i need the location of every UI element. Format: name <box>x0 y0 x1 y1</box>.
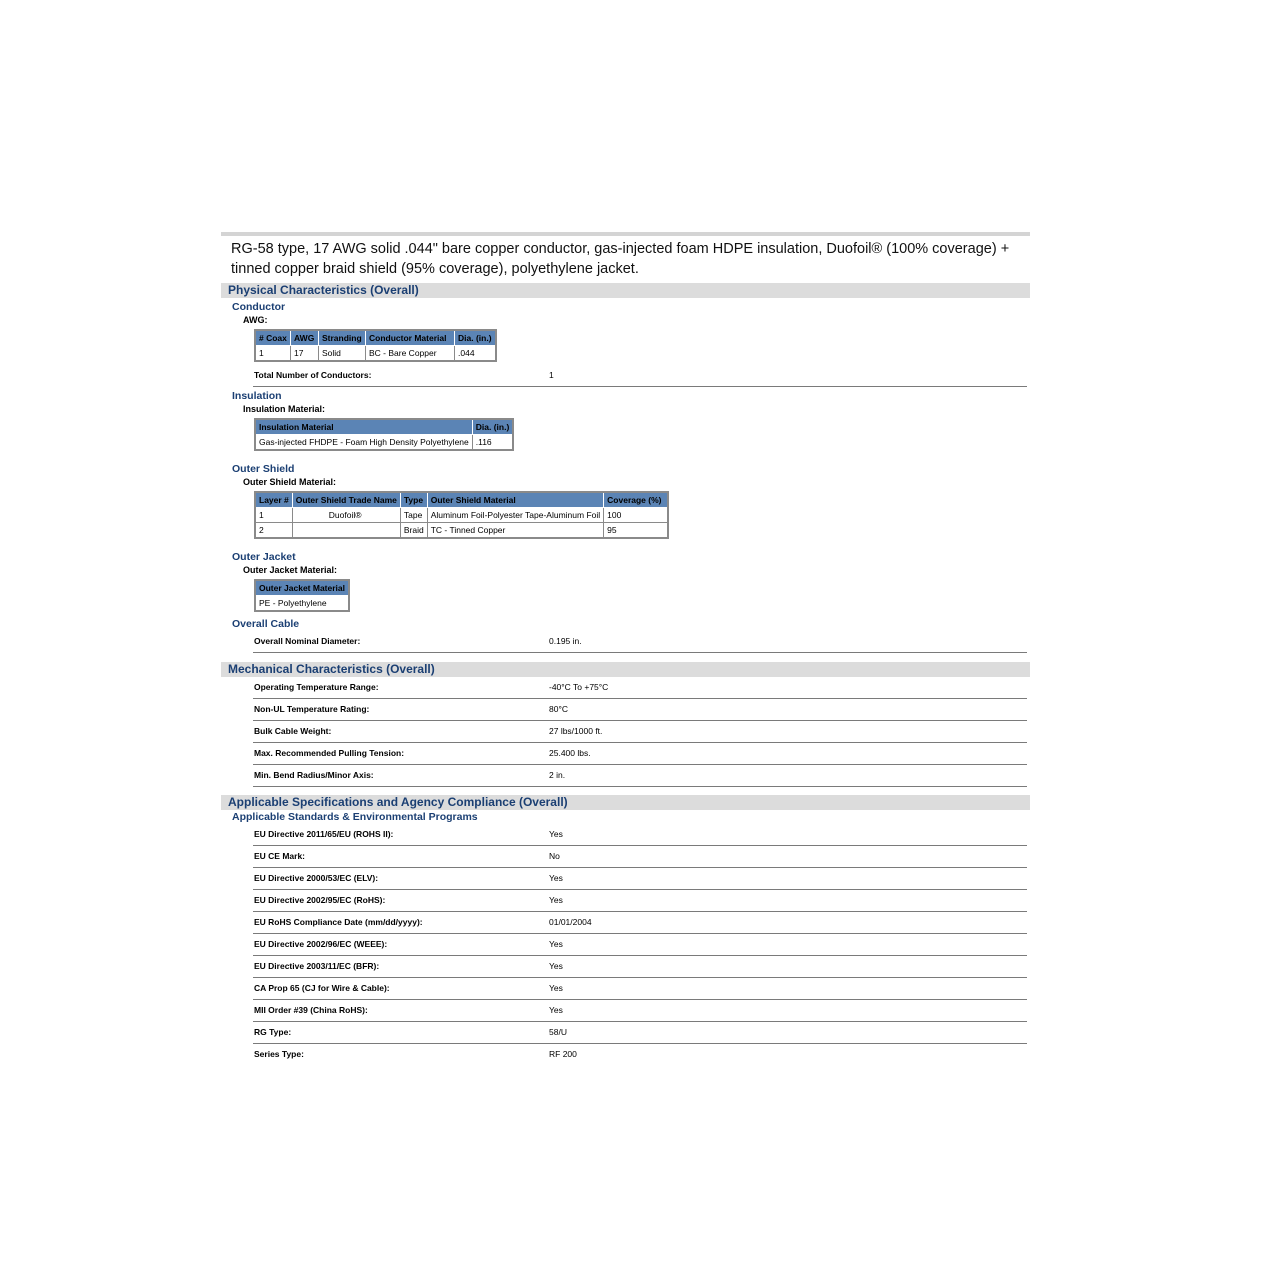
table-cell: 17 <box>291 346 319 362</box>
insulation-heading: Insulation <box>232 390 282 402</box>
spec-row <box>253 1000 1027 1022</box>
row-key: Bulk Cable Weight: <box>254 726 332 736</box>
table-cell: Duofoil® <box>292 508 400 523</box>
table-cell: 95 <box>604 523 669 539</box>
overall-cable-heading: Overall Cable <box>232 618 300 630</box>
row-key: Operating Temperature Range: <box>254 682 379 692</box>
row-key: CA Prop 65 (CJ for Wire & Cable): <box>254 983 390 993</box>
table-cell: Gas-injected FHDPE - Foam High Density Polyethylene <box>255 435 472 451</box>
row-key: EU RoHS Compliance Date (mm/dd/yyyy): <box>254 917 423 927</box>
spec-row <box>253 765 1027 787</box>
table-header: Outer Shield Material <box>427 492 603 508</box>
row-value: 0.195 in. <box>549 636 582 646</box>
row-key: EU Directive 2003/11/EC (BFR): <box>254 961 380 971</box>
outer-jacket-table <box>254 579 350 612</box>
row-key: Non-UL Temperature Rating: <box>254 704 370 714</box>
compliance-rows <box>221 824 1030 1065</box>
outer-shield-label: Outer Shield Material: <box>243 477 337 487</box>
table-cell: 1 <box>255 508 292 523</box>
row-value: RF 200 <box>549 1049 577 1059</box>
row-key: Max. Recommended Pulling Tension: <box>254 748 405 758</box>
spec-row <box>253 699 1027 721</box>
row-key: EU CE Mark: <box>254 851 306 861</box>
table-cell: .116 <box>472 435 513 451</box>
row-key: EU Directive 2002/96/EC (WEEE): <box>254 939 388 949</box>
row-key: Overall Nominal Diameter: <box>254 636 361 646</box>
row-key: Series Type: <box>254 1049 304 1059</box>
table-header: # Coax <box>255 330 291 346</box>
spec-row <box>253 934 1027 956</box>
conductor-heading: Conductor <box>232 301 286 313</box>
table-row <box>255 508 668 523</box>
spec-row <box>253 677 1027 699</box>
mechanical-section-header: Mechanical Characteristics (Overall) <box>221 662 1030 677</box>
spec-row <box>253 721 1027 743</box>
row-value: Yes <box>549 873 563 883</box>
spec-row <box>253 824 1027 846</box>
row-key: Total Number of Conductors: <box>254 370 372 380</box>
table-cell: 2 <box>255 523 292 539</box>
row-value: 25.400 lbs. <box>549 748 591 758</box>
table-cell: TC - Tinned Copper <box>427 523 603 539</box>
spec-row <box>253 956 1027 978</box>
product-description: RG-58 type, 17 AWG solid .044" bare copper conductor, gas-injected foam HDPE insulation, Duofoil® (100% coverage) + tinned copper braid shield (95% coverage), polyethylene jacket. <box>231 241 1010 277</box>
row-value: No <box>549 851 560 861</box>
table-cell: BC - Bare Copper <box>366 346 455 362</box>
row-value: 27 lbs/1000 ft. <box>549 726 603 736</box>
spec-row <box>253 1044 1027 1065</box>
row-value: 1 <box>549 370 554 380</box>
row-value: 80°C <box>549 704 568 714</box>
outer-jacket-heading: Outer Jacket <box>232 551 296 563</box>
spec-row <box>253 978 1027 1000</box>
outer-shield-table <box>254 491 669 539</box>
table-header-row <box>255 492 668 508</box>
spec-row <box>253 743 1027 765</box>
table-header: Outer Jacket Material <box>255 580 349 596</box>
insulation-label: Insulation Material: <box>243 404 326 414</box>
table-header: Type <box>400 492 427 508</box>
row-key: EU Directive 2000/53/EC (ELV): <box>254 873 379 883</box>
table-header: Outer Shield Trade Name <box>292 492 400 508</box>
row-value: Yes <box>549 961 563 971</box>
table-row <box>255 523 668 539</box>
spec-row <box>253 846 1027 868</box>
spec-row <box>253 1022 1027 1044</box>
table-header-row <box>255 330 496 346</box>
conductor-label: AWG: <box>243 315 268 325</box>
standards-heading: Applicable Standards & Environmental Programs <box>232 811 478 823</box>
row-key: EU Directive 2002/95/EC (RoHS): <box>254 895 386 905</box>
spec-row <box>253 890 1027 912</box>
row-value: 01/01/2004 <box>549 917 592 927</box>
row-value: Yes <box>549 983 563 993</box>
table-cell: 100 <box>604 508 669 523</box>
row-value: -40°C To +75°C <box>549 682 609 692</box>
row-value: Yes <box>549 1005 563 1015</box>
row-value: 58/U <box>549 1027 567 1037</box>
table-cell: Tape <box>400 508 427 523</box>
row-key: EU Directive 2011/65/EU (ROHS II): <box>254 829 394 839</box>
row-value: Yes <box>549 829 563 839</box>
table-row <box>255 435 513 451</box>
table-header: Coverage (%) <box>604 492 669 508</box>
table-cell <box>292 523 400 539</box>
spec-sheet <box>221 232 1030 1065</box>
table-header: Layer # <box>255 492 292 508</box>
table-row <box>255 596 349 612</box>
table-cell: 1 <box>255 346 291 362</box>
table-cell: PE - Polyethylene <box>255 596 349 612</box>
outer-jacket-label: Outer Jacket Material: <box>243 565 338 575</box>
insulation-table <box>254 418 514 451</box>
table-header: Dia. (in.) <box>455 330 496 346</box>
table-cell: .044 <box>455 346 496 362</box>
table-header: AWG <box>291 330 319 346</box>
physical-section-header: Physical Characteristics (Overall) <box>221 283 1030 298</box>
conductor-table <box>254 329 497 362</box>
row-key: RG Type: <box>254 1027 292 1037</box>
table-row <box>255 346 496 362</box>
mechanical-rows <box>221 677 1030 787</box>
total-conductors-row <box>253 365 1027 387</box>
spec-row <box>253 912 1027 934</box>
table-cell: Aluminum Foil-Polyester Tape-Aluminum Foil <box>427 508 603 523</box>
row-value: 2 in. <box>549 770 566 780</box>
row-value: Yes <box>549 939 563 949</box>
overall-diameter-row <box>253 631 1027 653</box>
compliance-section-header: Applicable Specifications and Agency Compliance (Overall) <box>221 795 1030 810</box>
row-key: Min. Bend Radius/Minor Axis: <box>254 770 374 780</box>
table-cell: Braid <box>400 523 427 539</box>
table-header: Insulation Material <box>255 419 472 435</box>
row-key: MII Order #39 (China RoHS): <box>254 1005 368 1015</box>
table-cell: Solid <box>319 346 366 362</box>
outer-shield-heading: Outer Shield <box>232 463 295 475</box>
table-header: Stranding <box>319 330 366 346</box>
table-header: Conductor Material <box>366 330 455 346</box>
row-value: Yes <box>549 895 563 905</box>
table-header-row <box>255 580 349 596</box>
table-header-row <box>255 419 513 435</box>
spec-row <box>253 868 1027 890</box>
table-header: Dia. (in.) <box>472 419 513 435</box>
